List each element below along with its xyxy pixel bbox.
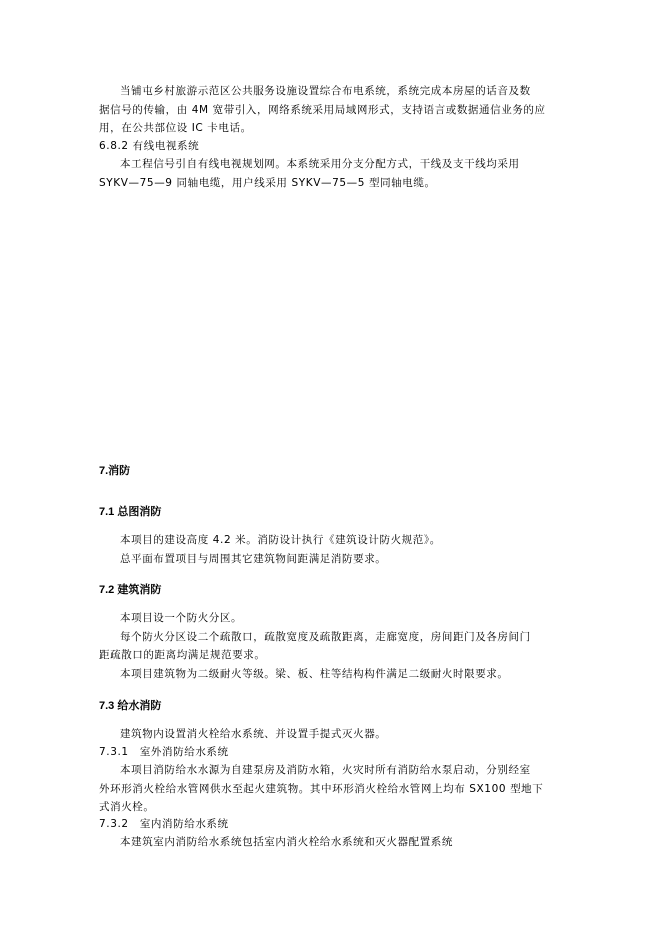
section-7-2-paragraphs	[99, 609, 574, 683]
paragraph-line: 本建筑室内消防给水系统包括室内消火栓给水系统和灭火器配置系统	[120, 836, 453, 848]
comprehensive-wiring-paragraph	[99, 82, 574, 138]
section-7-3-1-heading: 7.3.1 室外消防给水系统	[99, 746, 229, 758]
paragraph-line: 本工程信号引自有线电视规划网。本系统采用分支分配方式，干线及支干线均采用	[120, 158, 520, 170]
section-7-3-intro	[99, 725, 574, 744]
section-7-3-heading: 7.3 给水消防	[99, 700, 162, 712]
paragraph-line: 总平面布置项目与周围其它建筑物间距满足消防要求。	[120, 552, 387, 565]
paragraph-line: 建筑物内设置消火栓给水系统、并设置手提式灭火器。	[120, 728, 387, 740]
paragraph-line: 本项目建筑物为二级耐火等级。梁、板、柱等结构构件满足二级耐火时限要求。	[120, 667, 509, 680]
section-7-2-heading: 7.2 建筑消防	[99, 584, 162, 596]
indoor-fire-water-paragraph	[99, 833, 574, 852]
paragraph-line: 本项目消防给水水源为自建泵房及消防水箱，火灾时所有消防给水泵启动，分别经室	[120, 764, 531, 776]
section-7-3-2-heading: 7.3.2 室内消防给水系统	[99, 818, 229, 830]
paragraph-line: 每个防火分区设二个疏散口，疏散宽度及疏散距离，走廊宽度，房间距门及各房间门	[120, 630, 531, 643]
paragraph-line: SYKV—75—9 同轴电缆，用户线采用 SYKV—75—5 型同轴电缆。	[99, 176, 436, 189]
paragraph-line: 当铺屯乡村旅游示范区公共服务设施设置综合布电系统，系统完成本房屋的话音及数	[120, 85, 531, 97]
paragraph-line: 本项目设一个防火分区。	[120, 612, 243, 624]
cable-tv-paragraph	[99, 155, 574, 192]
paragraph-line: 用，在公共部位设 IC 卡电话。	[99, 122, 252, 134]
paragraph-line: 式消火栓。	[99, 801, 155, 813]
cable-tv-heading: 6.8.2 有线电视系统	[99, 140, 200, 152]
section-7-1-heading: 7.1 总图消防	[99, 506, 162, 518]
paragraph-line: 本项目的建设高度 4.2 米。消防设计执行《建筑设计防火规范》。	[120, 534, 441, 546]
outdoor-fire-water-paragraph	[99, 761, 574, 817]
section-7-1-paragraphs	[99, 531, 574, 568]
paragraph-line: 外环形消火栓给水管网供水至起火建筑物。其中环形消火栓给水管网上均布 SX100 型地下	[99, 782, 544, 795]
chapter-7-heading: 7.消防	[99, 465, 131, 477]
paragraph-line: 据信号的传输，由 4M 宽带引入，网络系统采用局域网形式，支持语言或数据通信业务的应	[99, 103, 546, 116]
paragraph-line: 距疏散口的距离均满足规范要求。	[99, 649, 266, 661]
